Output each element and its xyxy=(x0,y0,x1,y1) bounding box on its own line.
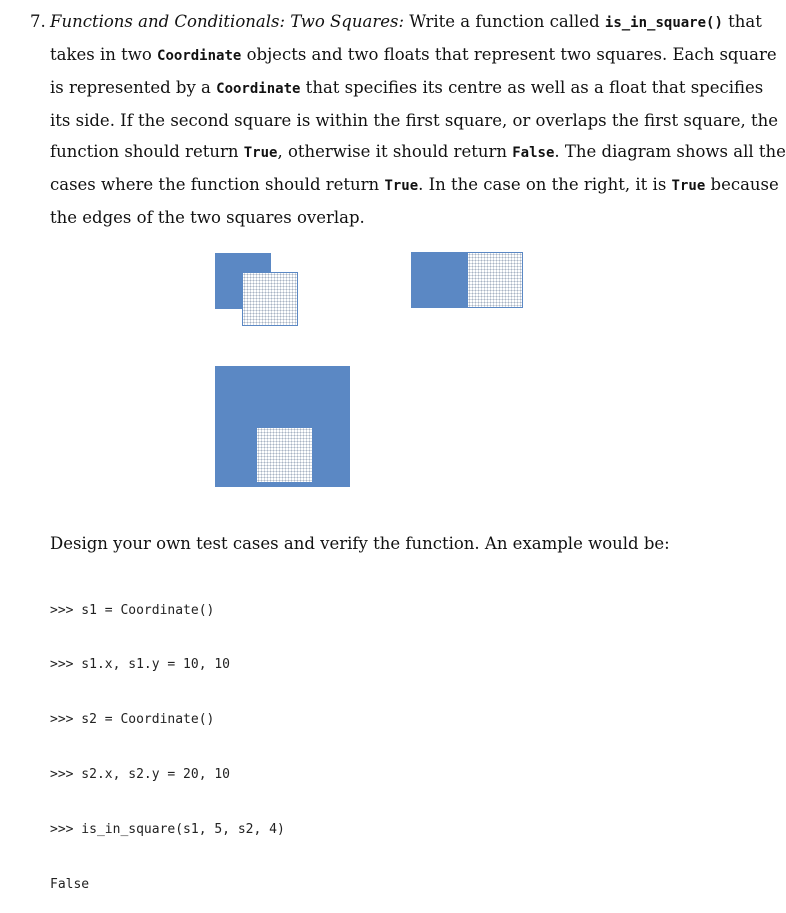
code-line: >>> is_in_square(s1, 5, s2, 4) xyxy=(50,822,285,838)
problem-line-6 xyxy=(30,169,779,202)
text-run: that specifies its centre as well as a float that specifies xyxy=(300,78,764,97)
text-run: , otherwise it should return xyxy=(277,142,513,161)
problem-line-5 xyxy=(30,136,786,169)
case3-inner-square xyxy=(256,427,313,483)
text-run: function should return xyxy=(50,142,244,161)
problem-number: 7. xyxy=(30,12,46,31)
text-run: objects and two floats that represent two squares. Each square xyxy=(241,45,777,64)
text-run: takes in two xyxy=(50,45,158,64)
inline-code: Coordinate xyxy=(157,48,242,64)
code-line: >>> s1.x, s1.y = 10, 10 xyxy=(50,657,231,673)
inline-code: Coordinate xyxy=(216,81,301,97)
text-run: its side. If the second square is within the first square, or overlaps the first square, the xyxy=(50,111,779,130)
text-run: cases where the function should return xyxy=(50,175,385,194)
problem-line-4 xyxy=(30,105,779,136)
case1-inner-square xyxy=(242,272,298,326)
code-line: >>> s1 = Coordinate() xyxy=(50,602,215,618)
text-run: . In the case on the right, it is xyxy=(418,175,672,194)
inline-code: True xyxy=(671,178,706,194)
text-run: is represented by a xyxy=(50,78,217,97)
code-line: >>> s2.x, s2.y = 20, 10 xyxy=(50,767,231,783)
text-run: Write a function called xyxy=(404,12,605,31)
problem-paragraph xyxy=(30,6,786,233)
text-run: that xyxy=(722,12,762,31)
text-run: because xyxy=(705,175,779,194)
problem-line-1 xyxy=(30,6,762,39)
inline-code: is_in_square() xyxy=(604,15,723,31)
problem-line-2 xyxy=(30,39,777,72)
code-output: False xyxy=(50,877,90,893)
problem-line-7 xyxy=(30,202,722,233)
case2-inner-square xyxy=(467,252,523,308)
inline-code: False xyxy=(512,145,555,161)
problem-title: Functions and Conditionals: Two Squares: xyxy=(50,12,405,31)
text-run: the edges of the two squares overlap. xyxy=(50,208,365,227)
case2-outer-square xyxy=(411,252,467,308)
code-line: >>> s2 = Coordinate() xyxy=(50,712,215,728)
code-example xyxy=(50,565,285,913)
text-run: . The diagram shows all the xyxy=(554,142,786,161)
inline-code: True xyxy=(243,145,278,161)
problem-line-3 xyxy=(30,72,764,105)
design-instruction: Design your own test cases and verify the function. An example would be: xyxy=(50,534,670,553)
inline-code: True xyxy=(384,178,419,194)
